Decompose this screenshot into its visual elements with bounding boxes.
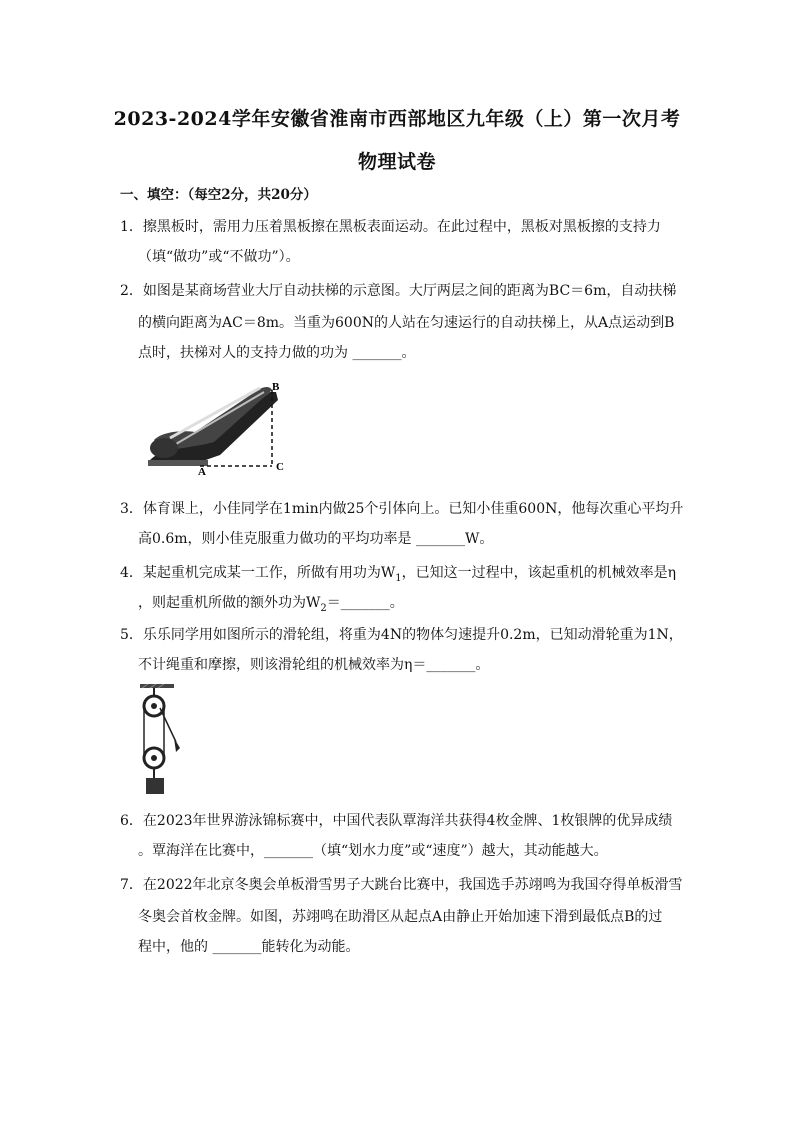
q5-line1: 5．乐乐同学用如图所示的滑轮组，将重为4N的物体匀速提升0.2m，已知动滑轮重为1N，	[120, 627, 683, 643]
exam-title: 2023-2024学年安徽省淮南市西部地区九年级（上）第一次月考	[113, 108, 681, 130]
fig-label-c: C	[276, 461, 284, 473]
q7-line3: 程中，他的 _______能转化为动能。	[138, 939, 360, 955]
q1-line1: 1．擦黑板时，需用力压着黑板擦在黑板表面运动。在此过程中，黑板对黑板擦的支持力	[120, 219, 661, 235]
q1-line2: （填“做功”或“不做功”）。	[138, 249, 300, 265]
q6-line1: 6．在2023年世界游泳锦标赛中，中国代表队覃海洋共获得4枚金牌、1枚银牌的优异成绩	[120, 813, 673, 829]
escalator-figure	[140, 380, 300, 475]
q2-line3: 点时，扶梯对人的支持力做的功为 _______。	[138, 345, 416, 361]
fig-label-b: B	[272, 381, 280, 393]
q3-line2: 高0.6m，则小佳克服重力做功的平均功率是 _______W。	[138, 531, 494, 547]
q7-line1: 7．在2022年北京冬奥会单板滑雪男子大跳台比赛中，我国选手苏翊鸣为我国夺得单板滑雪	[120, 877, 683, 893]
q5-line2: 不计绳重和摩擦，则该滑轮组的机械效率为η＝_______。	[138, 657, 490, 673]
exam-subtitle: 物理试卷	[357, 151, 436, 173]
q7-line2: 冬奥会首枚金牌。如图，苏翊鸣在助滑区从起点A由静止开始加速下滑到最低点B的过	[138, 909, 663, 925]
q2-line1: 2．如图是某商场营业大厅自动扶梯的示意图。大厅两层之间的距离为BC＝6m，自动扶梯	[120, 283, 677, 299]
q3-line1: 3．体育课上，小佳同学在1min内做25个引体向上。已知小佳重600N，他每次重心平均升	[120, 501, 684, 517]
q4-line2: ，则起重机所做的额外功为$W_2=\_\_\_\_\_\_\_$。	[138, 595, 404, 614]
q4-line1: 4．某起重机完成某一工作，所做有用功为$W_1$，已知这一过程中，该起重机的机械效率是η	[120, 565, 677, 584]
q2-line2: 的横向距离为AC＝8m。当重为600N的人站在匀速运行的自动扶梯上，从A点运动到B	[138, 315, 675, 331]
q6-line2: 。覃海洋在比赛中，_______（填“划水力度”或“速度”）越大，其动能越大。	[138, 843, 608, 859]
section-heading: 一、填空：（每空2分，共20分）	[120, 187, 317, 203]
pulley-figure	[140, 684, 200, 796]
fig-label-a: A	[198, 466, 206, 475]
